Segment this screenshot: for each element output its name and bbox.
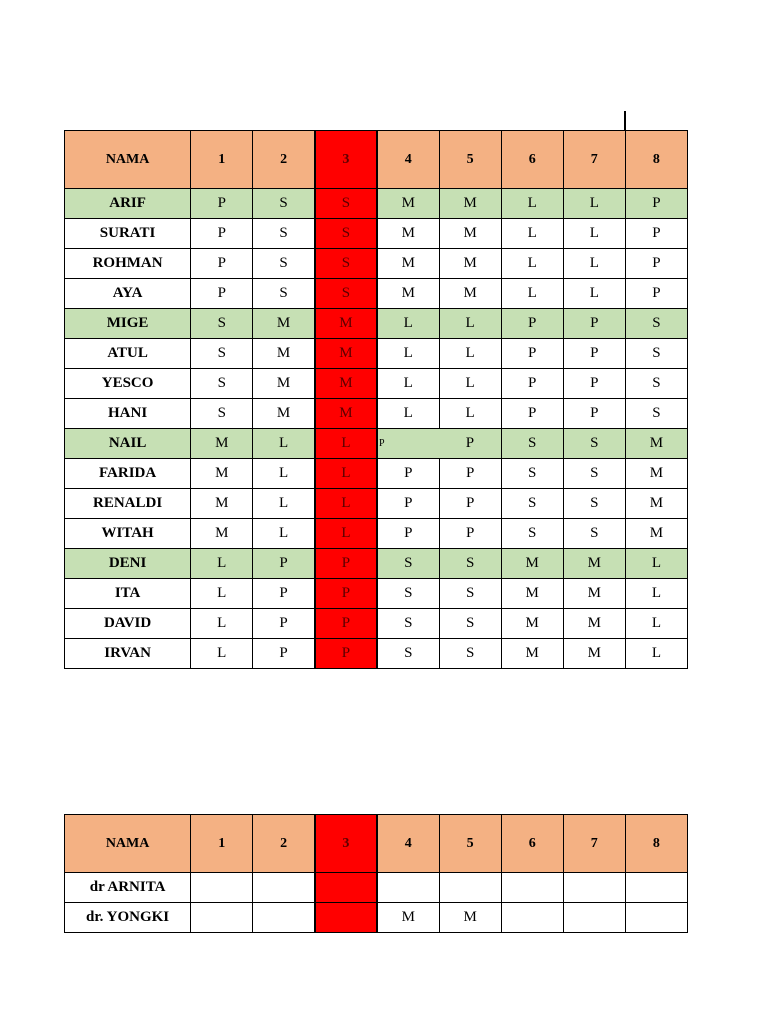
shift-cell-7: L [563,279,625,309]
shift-cell-7: P [563,309,625,339]
shift-cell-6: L [501,219,563,249]
shift-cell-1: L [191,579,253,609]
shift-cell-2: M [253,399,315,429]
table-row [65,579,688,609]
shift-cell-4: L [377,339,439,369]
shift-cell-3 [315,873,377,903]
shift-cell-2: L [253,459,315,489]
schedule-table-doctors [64,814,688,933]
header-row [65,815,688,873]
shift-cell-1: L [191,609,253,639]
shift-cell-7: S [563,459,625,489]
header-row [65,131,688,189]
shift-cell-2: P [253,549,315,579]
shift-cell-2: L [253,489,315,519]
shift-cell-5: S [439,549,501,579]
shift-cell-1: L [191,639,253,669]
header-col-2: 2 [253,815,315,873]
shift-cell-2: S [253,219,315,249]
shift-cell-2: M [253,339,315,369]
shift-cell-3: S [315,249,377,279]
shift-cell-1 [191,873,253,903]
header-col-3: 3 [315,815,377,873]
shift-cell-3: L [315,459,377,489]
shift-cell-4: S [377,549,439,579]
shift-cell-5: P [439,489,501,519]
shift-cell-8: L [625,609,687,639]
header-col-6: 6 [501,815,563,873]
shift-cell-3: S [315,189,377,219]
shift-cell-3: S [315,279,377,309]
shift-cell-7: S [563,519,625,549]
row-name: HANI [65,399,191,429]
shift-cell-1: S [191,369,253,399]
shift-cell-8: S [625,309,687,339]
shift-cell-7: L [563,189,625,219]
row-name: MIGE [65,309,191,339]
shift-cell-7: L [563,219,625,249]
header-col-4: 4 [377,131,439,189]
shift-cell-5: M [439,279,501,309]
shift-cell-7 [563,873,625,903]
shift-cell-6: L [501,279,563,309]
shift-cell-5: M [439,219,501,249]
shift-cell-1: S [191,399,253,429]
row-name: ROHMAN [65,249,191,279]
shift-cell-7: S [563,429,625,459]
shift-cell-1: P [191,249,253,279]
header-col-5: 5 [439,131,501,189]
shift-cell-1: M [191,519,253,549]
shift-cell-5: P [439,459,501,489]
table-row [65,903,688,933]
shift-cell-3 [315,903,377,933]
shift-cell-6 [501,903,563,933]
header-col-1: 1 [191,815,253,873]
shift-cell-3: P [315,579,377,609]
shift-cell-3: L [315,489,377,519]
shift-cell-3: M [315,399,377,429]
shift-cell-2: P [253,609,315,639]
shift-cell-6: L [501,249,563,279]
shift-cell-5: S [439,609,501,639]
table-row [65,429,688,459]
shift-cell-7: M [563,579,625,609]
table-row [65,339,688,369]
row-name: DAVID [65,609,191,639]
shift-cell-1: P [191,219,253,249]
shift-cell-7: M [563,639,625,669]
shift-cell-8 [625,903,687,933]
row-name: ATUL [65,339,191,369]
row-name: ITA [65,579,191,609]
header-nama: NAMA [65,131,191,189]
shift-cell-4: M [377,249,439,279]
shift-cell-5: M [439,903,501,933]
shift-cell-6 [501,873,563,903]
shift-cell-2: L [253,429,315,459]
shift-cell-8: M [625,489,687,519]
shift-cell-6: M [501,549,563,579]
header-col-5: 5 [439,815,501,873]
shift-cell-2: P [253,639,315,669]
shift-cell-8: L [625,549,687,579]
row-name: NAIL [65,429,191,459]
shift-cell-6: S [501,459,563,489]
shift-cell-2: S [253,189,315,219]
shift-cell-5: L [439,309,501,339]
header-col-1: 1 [191,131,253,189]
shift-cell-4: P [377,429,439,459]
table-row [65,309,688,339]
header-col-4: 4 [377,815,439,873]
shift-cell-3: L [315,429,377,459]
shift-cell-1: L [191,549,253,579]
shift-cell-6: L [501,189,563,219]
header-col-7: 7 [563,131,625,189]
shift-cell-7: P [563,339,625,369]
row-name: WITAH [65,519,191,549]
table-row [65,189,688,219]
shift-cell-7: L [563,249,625,279]
row-name: IRVAN [65,639,191,669]
row-name: FARIDA [65,459,191,489]
shift-cell-2: L [253,519,315,549]
row-name: DENI [65,549,191,579]
shift-cell-6: P [501,309,563,339]
shift-cell-5: P [439,429,501,459]
shift-cell-7: P [563,399,625,429]
shift-cell-3: M [315,339,377,369]
shift-cell-8: P [625,219,687,249]
shift-cell-4: M [377,903,439,933]
row-name: YESCO [65,369,191,399]
shift-cell-1: M [191,429,253,459]
table-row [65,369,688,399]
shift-cell-8: L [625,579,687,609]
shift-cell-5: M [439,189,501,219]
shift-cell-3: P [315,609,377,639]
shift-cell-5: M [439,249,501,279]
shift-cell-1: P [191,189,253,219]
shift-cell-1: S [191,309,253,339]
shift-cell-4: L [377,399,439,429]
row-name: dr. YONGKI [65,903,191,933]
shift-cell-4: M [377,219,439,249]
shift-cell-6: S [501,489,563,519]
header-col-8: 8 [625,815,687,873]
shift-cell-6: S [501,429,563,459]
shift-cell-6: P [501,339,563,369]
shift-cell-2: P [253,579,315,609]
shift-cell-5: S [439,639,501,669]
header-col-2: 2 [253,131,315,189]
shift-cell-6: P [501,369,563,399]
shift-cell-2 [253,903,315,933]
shift-cell-8: S [625,399,687,429]
shift-cell-2: S [253,249,315,279]
table-row [65,459,688,489]
shift-cell-1: P [191,279,253,309]
shift-cell-5: L [439,369,501,399]
table-row [65,399,688,429]
shift-cell-3: P [315,639,377,669]
shift-cell-7 [563,903,625,933]
shift-cell-6: M [501,579,563,609]
table-row [65,873,688,903]
shift-cell-8: M [625,459,687,489]
shift-cell-5: S [439,579,501,609]
shift-cell-7: S [563,489,625,519]
table-row [65,219,688,249]
shift-cell-4: L [377,369,439,399]
header-col-6: 6 [501,131,563,189]
row-name: RENALDI [65,489,191,519]
shift-cell-4 [377,873,439,903]
shift-cell-8: S [625,369,687,399]
shift-cell-4: L [377,309,439,339]
shift-cell-2: M [253,309,315,339]
shift-cell-8: P [625,189,687,219]
header-nama: NAMA [65,815,191,873]
header-col-7: 7 [563,815,625,873]
shift-cell-4: P [377,519,439,549]
table-row [65,519,688,549]
shift-cell-5 [439,873,501,903]
shift-cell-8 [625,873,687,903]
shift-cell-1: M [191,459,253,489]
row-name: AYA [65,279,191,309]
shift-cell-4: S [377,639,439,669]
shift-cell-8: L [625,639,687,669]
shift-cell-4: P [377,459,439,489]
shift-cell-4: S [377,609,439,639]
row-name: SURATI [65,219,191,249]
header-col-8: 8 [625,131,687,189]
table-row [65,249,688,279]
shift-cell-1 [191,903,253,933]
row-name: ARIF [65,189,191,219]
table-row [65,609,688,639]
shift-cell-3: M [315,369,377,399]
shift-cell-3: P [315,549,377,579]
table-row [65,489,688,519]
shift-cell-6: P [501,399,563,429]
row-name: dr ARNITA [65,873,191,903]
table-row [65,549,688,579]
shift-cell-2: S [253,279,315,309]
shift-cell-1: S [191,339,253,369]
shift-cell-8: S [625,339,687,369]
shift-cell-8: M [625,519,687,549]
shift-cell-3: M [315,309,377,339]
shift-cell-6: S [501,519,563,549]
shift-cell-5: L [439,339,501,369]
shift-cell-6: M [501,639,563,669]
shift-cell-1: M [191,489,253,519]
shift-cell-8: M [625,429,687,459]
shift-cell-5: P [439,519,501,549]
shift-cell-4: P [377,489,439,519]
shift-cell-7: M [563,549,625,579]
shift-cell-3: L [315,519,377,549]
shift-cell-7: M [563,609,625,639]
header-col-3: 3 [315,131,377,189]
schedule-table-staff [64,130,688,669]
shift-cell-4: S [377,579,439,609]
shift-cell-2: M [253,369,315,399]
shift-cell-5: L [439,399,501,429]
shift-cell-8: P [625,249,687,279]
shift-cell-6: M [501,609,563,639]
shift-cell-2 [253,873,315,903]
shift-cell-3: S [315,219,377,249]
shift-cell-7: P [563,369,625,399]
table-row [65,279,688,309]
shift-cell-4: M [377,189,439,219]
shift-cell-8: P [625,279,687,309]
table-row [65,639,688,669]
shift-cell-4: M [377,279,439,309]
